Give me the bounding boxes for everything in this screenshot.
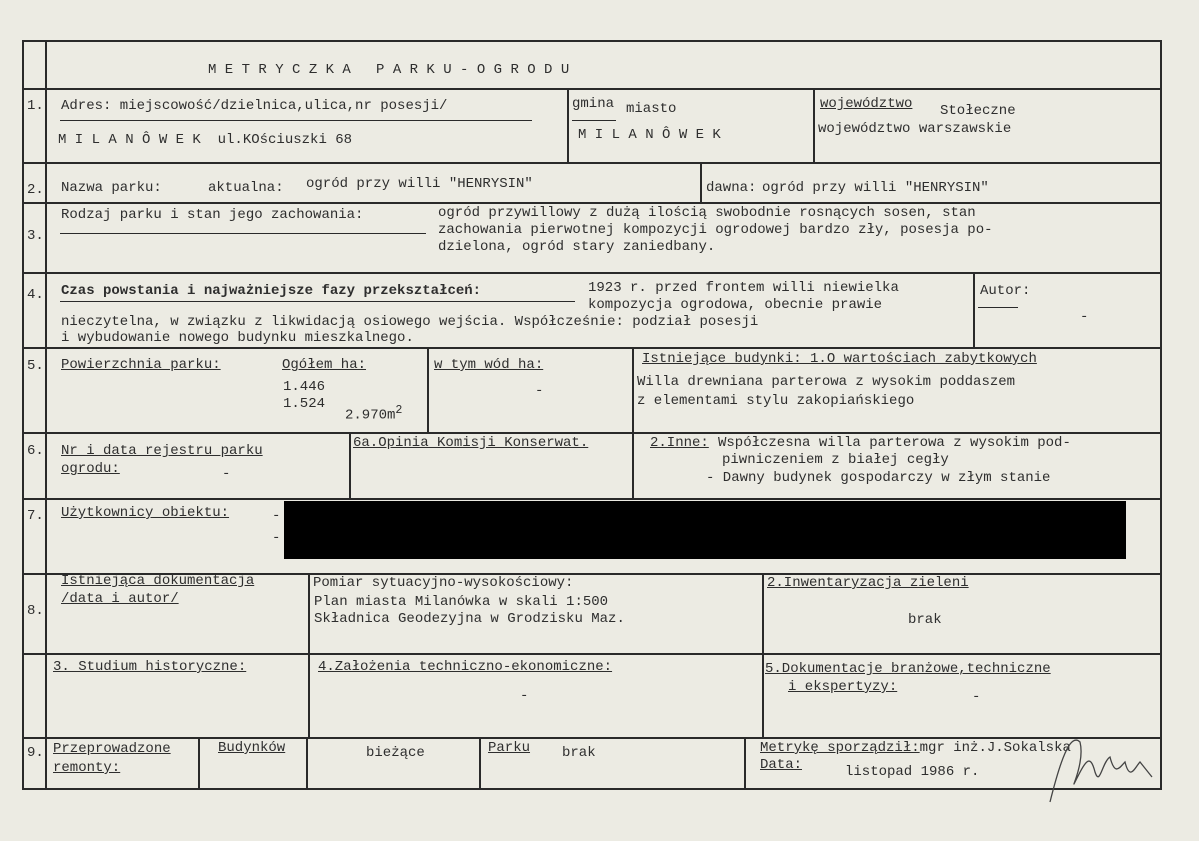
voivodeship-value-1: Stołeczne [940,103,1016,119]
author-value: - [1080,309,1089,325]
water-area-label: w tym wód ha: [434,357,544,373]
repairs-label-2: remonty: [53,760,121,776]
area-value: 1.446 [283,379,326,395]
users-label: Użytkownicy obiektu: [61,505,230,521]
history-line-3: nieczytelna, w związku z likwidacją osiowego wejścia. Współcześnie: podział posesji [61,314,759,330]
historical-study-label: 3. Studium historyczne: [53,659,247,675]
repairs-park-value: brak [562,745,596,761]
voivodeship-label: województwo [820,96,913,112]
branch-docs-label: 5.Dokumentacje branżowe,techniczne [765,661,1051,677]
page-title: M E T R Y C Z K A P A R K U - O G R O D U [208,62,570,78]
area-value: 1.524 [283,396,326,412]
history-line-1: 1923 r. przed frontem willi niewielka [588,280,899,296]
park-type-line: ogród przywillowy z dużą ilością swobodnie rosnących sosen, stan [438,205,976,221]
park-name-former-label: dawna: [706,180,757,196]
area-total-label: Ogółem ha: [282,357,367,373]
gmina-value: M I L A N Ô W E K [578,127,721,143]
branch-docs-label-2: i ekspertyzy: [788,679,898,695]
gmina-label: gmina [572,96,615,112]
other-line: - Dawny budynek gospodarczy w złym stanie [706,470,1051,486]
area-total-value [345,402,402,425]
row-number: 6. [27,443,44,459]
redaction-block [284,501,1126,559]
voivodeship-value-2: województwo warszawskie [818,121,1012,137]
park-name-former: ogród przy willi "HENRYSIN" [762,180,989,196]
prepared-by-value: mgr inż.J.Sokalska [919,740,1071,756]
tech-assumptions-label: 4.Założenia techniczno-ekonomiczne: [318,659,613,675]
date-value: listopad 1986 r. [845,764,980,780]
water-area-value: - [535,383,544,399]
repairs-label: Przeprowadzone [53,741,171,757]
history-line-2: kompozycja ogrodowa, obecnie prawie [588,297,883,313]
prepared-by [760,740,1071,757]
row-number: 3. [27,228,44,244]
survey-line: Plan miasta Milanówka w skali 1:500 [314,594,609,610]
area-total-number: 2.970m [345,407,396,424]
survey-label: Pomiar sytuacyjno-wysokościowy: [313,575,574,591]
repairs-buildings-label: Budynków [218,740,286,756]
area-unit-superscript: 2 [395,403,403,417]
register-value: - [222,466,231,482]
documentation-label: Istniejąca dokumentacja [61,573,255,589]
park-name-current-label: aktualna: [208,180,284,196]
buildings-label: Istniejące budynki: 1.O wartościach zabytkowych [642,351,1037,367]
survey-line: Składnica Geodezyjna w Grodzisku Maz. [314,611,625,627]
address-label: Adres: miejscowość/dzielnica,ulica,nr posesji/ [61,98,448,114]
repairs-park-label: Parku [488,740,531,756]
date-label: Data: [760,757,803,773]
users-dash: - [272,508,281,524]
buildings-line: Willa drewniana parterowa z wysokim poddaszem [637,374,1016,390]
register-label-2: ogrodu: [61,461,120,477]
register-label: Nr i data rejestru parku [61,443,263,459]
other-line: piwniczeniem z białej cegły [722,452,949,468]
repairs-buildings-value: bieżące [366,745,425,761]
park-name-current: ogród przy willi "HENRYSIN" [306,176,533,192]
users-dash: - [272,530,281,546]
author-label: Autor: [980,283,1031,299]
branch-docs-value: - [972,689,981,705]
park-type-label: Rodzaj parku i stan jego zachowania: [61,207,364,223]
row-number: 5. [27,358,44,374]
history-line-4: i wybudowanie nowego budynku mieszkalnego. [61,330,414,346]
park-name-label: Nazwa parku: [61,180,162,196]
documentation-label-2: /data i autor/ [61,591,179,607]
history-label: Czas powstania i najważniejsze fazy przekształceń: [61,283,482,299]
buildings-line: z elementami stylu zakopiańskiego [637,393,915,409]
row-number: 8. [27,603,44,619]
address-value: M I L A N Ô W E K ul.KOściuszki 68 [58,132,353,148]
opinion-label: 6a.Opinia Komisji Konserwat. [353,435,589,451]
row-number: 1. [27,98,44,114]
park-type-line: zachowania pierwotnej kompozycji ogrodowej bardzo zły, posesja po- [438,222,993,238]
signature [1040,722,1160,812]
row-number: 2. [27,182,44,198]
other-line: Współczesna willa parterowa z wysokim pod- [718,435,1071,451]
row-number: 7. [27,508,44,524]
greenery-inventory-label: 2.Inwentaryzacja zieleni [767,575,969,591]
park-type-line: dzielona, ogród stary zaniedbany. [438,239,716,255]
gmina-type: miasto [626,101,677,117]
greenery-inventory-value: brak [908,612,942,628]
tech-assumptions-value: - [520,688,529,704]
row-number: 9. [27,745,44,761]
area-label: Powierzchnia parku: [61,357,221,373]
prepared-by-label: Metrykę sporządził: [760,740,920,756]
row-number: 4. [27,287,44,303]
other-label: 2.Inne: [650,435,709,451]
